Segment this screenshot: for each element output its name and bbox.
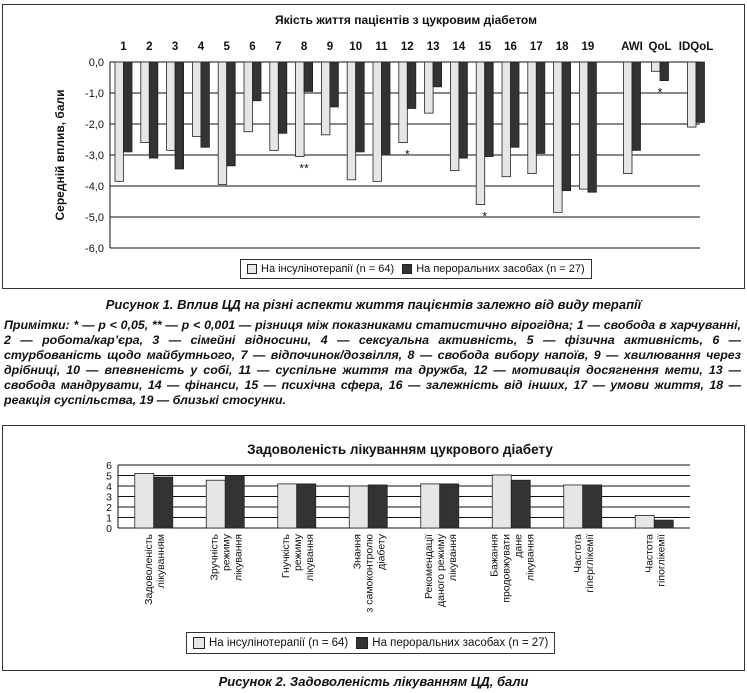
chart1-category-label: 18 — [555, 41, 569, 53]
chart2-bar-insulin — [349, 486, 368, 528]
chart1-category-label: 3 — [171, 41, 179, 53]
chart2-bar-insulin — [421, 484, 440, 528]
chart2-ytick-label: 0 — [106, 523, 112, 535]
chart1-category-label: 13 — [426, 41, 440, 53]
chart2-category-label — [423, 533, 459, 607]
chart1-category-label: IDQoL — [678, 41, 714, 53]
chart2-bar-oral — [225, 476, 244, 529]
chart2-category-label-line: продовжувати — [500, 534, 513, 603]
chart1-category-label: AWI — [621, 41, 643, 53]
chart2-ytick-label: 1 — [106, 512, 112, 525]
chart1-ytick-label: -1,0 — [85, 88, 104, 100]
figure2-caption: Рисунок 2. Задоволеність лікуванням ЦД, бали — [218, 674, 529, 689]
chart2-bar-insulin — [635, 515, 654, 528]
chart2-category-label-line: лікування — [446, 534, 459, 582]
legend-item-insulin — [193, 637, 348, 649]
chart1-title: Якість життя пацієнтів з цукровим діабетом — [275, 13, 537, 27]
chart2-ytick-label: 6 — [106, 460, 112, 472]
chart2-ytick-label: 4 — [106, 481, 112, 493]
chart2-category-label-line: гіперглікемії — [583, 534, 596, 593]
chart2-category-label — [643, 534, 667, 587]
chart1-ytick-label: 0,0 — [88, 57, 104, 69]
chart2-category-label-line: діабету — [375, 534, 388, 570]
figure1-caption: Рисунок 1. Вплив ЦД на різні аспекти життя пацієнтів залежно від виду терапії — [105, 297, 642, 312]
chart2-category-label-line: Рекомендації — [422, 534, 435, 600]
chart1-category-label: 2 — [146, 41, 153, 53]
chart2-bar-insulin — [564, 485, 583, 528]
chart2-bar-oral — [583, 485, 602, 528]
chart2-category-label-line: лікуванням — [154, 534, 167, 589]
chart2-category-label-line: Задоволеність — [142, 534, 155, 605]
chart1-significance-mark: * — [404, 147, 410, 162]
chart2-category-label-line: лікування — [303, 534, 316, 582]
chart1-category-label: 10 — [349, 41, 363, 53]
legend-label-insulin: На інсулінотерапії (n = 64) — [261, 263, 395, 275]
chart2-category-label-line: Знання — [351, 534, 364, 570]
chart2-bar-insulin — [135, 473, 154, 528]
chart1-category-label: 17 — [529, 41, 543, 53]
chart1-category-label: 9 — [326, 41, 334, 53]
chart2-category-label-line: Гнучкість — [279, 534, 292, 579]
chart1-category-label: 1 — [120, 41, 127, 53]
chart1-significance-mark: ** — [299, 161, 309, 176]
chart2-bar-oral — [368, 485, 387, 528]
chart1-significance-mark: * — [657, 85, 663, 100]
chart1-category-label: 6 — [249, 41, 256, 53]
chart2-category-label-line: Частота — [643, 534, 656, 573]
chart2-bar-insulin — [278, 484, 297, 528]
chart1-category-label: 19 — [581, 41, 595, 53]
chart2-bar-insulin — [492, 475, 511, 528]
chart1-ylabel: Середній вплив, бали — [53, 89, 67, 221]
chart2-category-label-line: дане — [512, 534, 525, 558]
chart2-bar-oral — [297, 484, 316, 528]
chart2-bar-insulin — [206, 480, 225, 528]
chart1-category-label: 16 — [504, 41, 517, 53]
chart2-ytick-label: 3 — [106, 491, 112, 504]
chart2-title: Задоволеність лікуванням цукрового діабету — [247, 442, 553, 457]
chart1-ytick-label: -6,0 — [85, 243, 104, 255]
chart1-ytick-label: -4,0 — [85, 181, 104, 193]
figure1-notes: Примітки: * — р < 0,05, ** — р < 0,001 — різниця між показниками статистично вірогідна; 1 — свобода в харчуванні, 2 — робота/кар’єра, 3 — сімейні відносини, 4 — сексуальна активність, 5 — фізична активність, 6 — стурбованість щодо майбутнього, 7 — відпочинок/дозвілля, 8 — свобода вибору напоїв, 9 — хвилювання через дрібниці, 10 — впевненість у собі, 11 — суспільне життя та дружба, 12 — мотивація досягнення мети, 13 — свобода мандрувати, 14 — фінанси, 15 — психічна сфера, 16 — залежність від інших, 17 — умови життя, 18 — реакція суспільства, 19 — близькі стосунки. — [4, 318, 741, 407]
chart2-ytick-label: 5 — [106, 470, 112, 483]
chart1-ytick-label: -3,0 — [85, 150, 104, 162]
legend-item-oral — [356, 637, 548, 649]
chart2-category-label-line: лікування — [524, 534, 537, 582]
chart1-category-label: 5 — [223, 41, 230, 53]
chart2-category-label — [208, 533, 244, 581]
chart2-bar-oral — [154, 477, 173, 528]
legend-label-oral: На пероральних засобах (n = 27) — [372, 637, 549, 649]
chart2-category-label — [572, 534, 596, 593]
chart1-category-label: 15 — [478, 41, 492, 53]
chart2-category-label — [280, 533, 316, 581]
chart1-category-label: QoL — [648, 41, 672, 53]
chart2-category-label-line: лікування — [232, 534, 245, 582]
chart2-bar-oral — [440, 484, 459, 528]
legend-label-insulin: На інсулінотерапії (n = 64) — [209, 637, 349, 649]
legend-swatch-oral — [356, 637, 368, 649]
chart2-legend — [186, 632, 555, 654]
legend-label-oral: На пероральних засобах (n = 27) — [416, 263, 585, 275]
chart2-bar-oral — [654, 520, 673, 528]
chart1-category-label: 11 — [375, 41, 388, 53]
chart2-bar-oral — [511, 480, 530, 528]
chart1-significance-mark: * — [482, 209, 488, 224]
chart2-category-label-line: Частота — [571, 534, 584, 573]
chart2-category-label-line: з самоконтролю — [363, 534, 376, 613]
chart1-category-label: 12 — [400, 41, 414, 53]
chart1-category-label: 8 — [300, 41, 308, 53]
chart1-category-label: 7 — [275, 41, 282, 53]
legend-swatch-insulin — [193, 637, 205, 649]
chart2-category-label — [488, 534, 536, 603]
chart2-category-label-line: Бажання — [488, 534, 501, 577]
chart2-category-label-line: режиму — [291, 534, 304, 572]
chart2-category-label — [143, 533, 167, 604]
chart1-ytick-label: -5,0 — [85, 212, 104, 224]
chart1-category-label: 14 — [452, 41, 466, 53]
chart1-ytick-label: -2,0 — [85, 119, 104, 131]
chart2-category-label-line: Зручність — [208, 534, 221, 581]
chart1-category-label: 4 — [197, 41, 205, 53]
chart2-ytick-label: 2 — [106, 502, 112, 514]
chart2-category-label-line: даного режиму — [434, 534, 447, 607]
chart2-category-label-line: гіпоглікемії — [655, 534, 668, 587]
chart2-category-label — [351, 533, 387, 612]
chart2-category-label-line: режиму — [220, 534, 233, 572]
